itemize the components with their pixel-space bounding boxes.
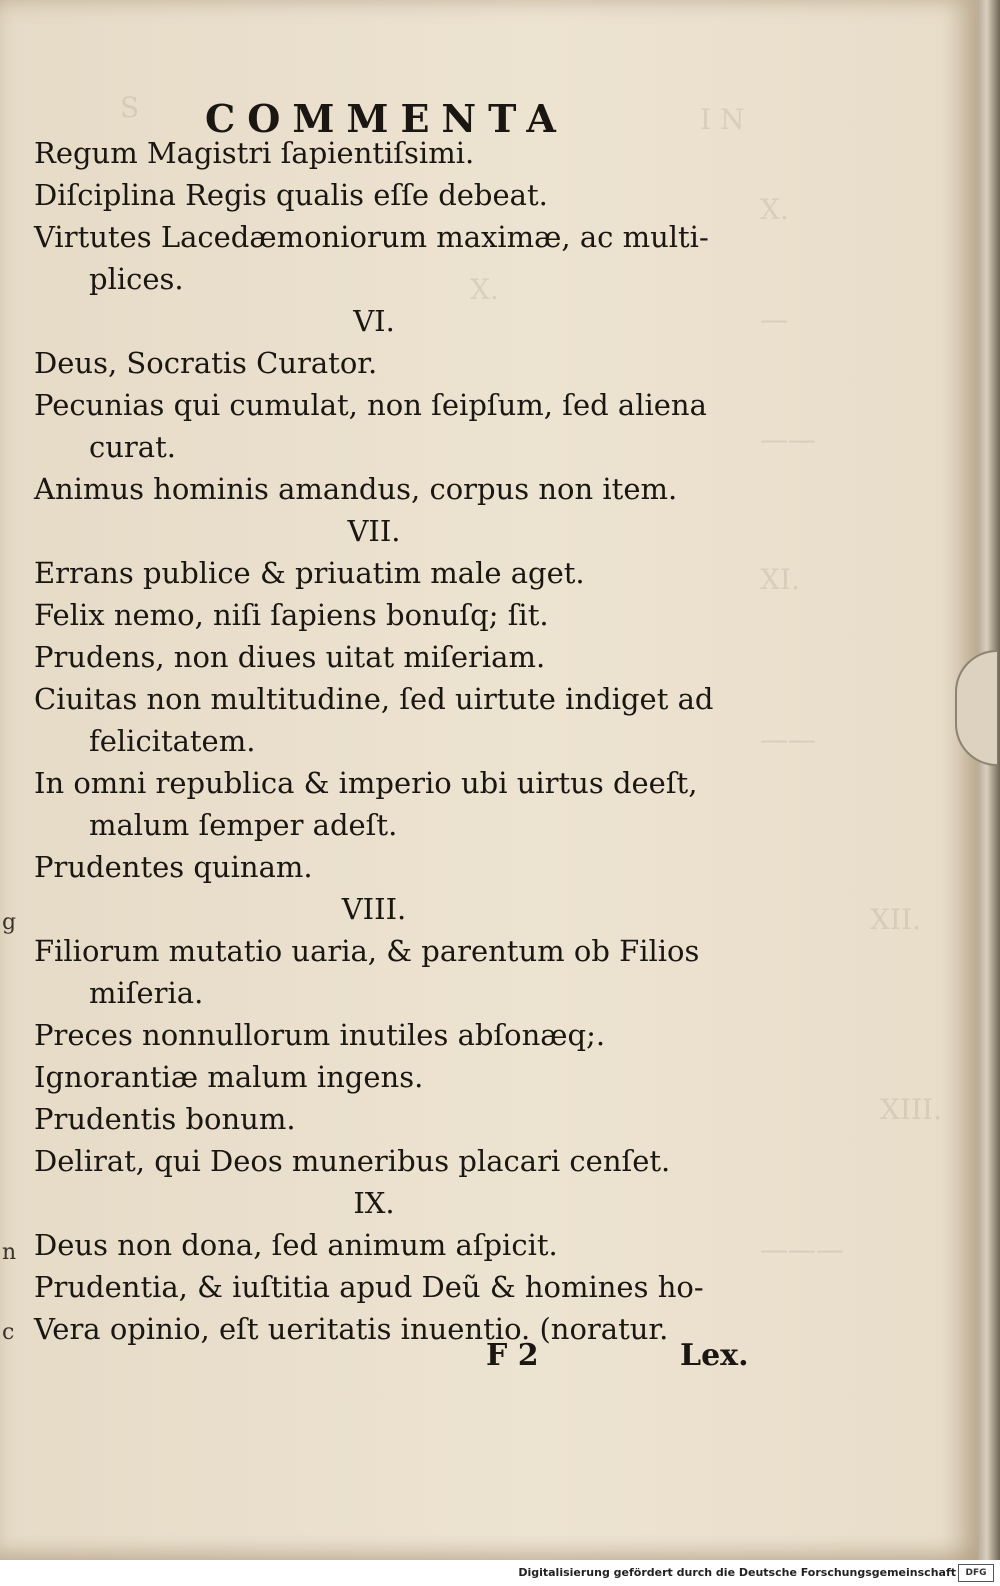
text-line: Virtutes Lacedæmoniorum maximæ, ac multi- [34, 220, 709, 254]
text-line: Prudens, non diues uitat miſeriam. [34, 640, 546, 674]
text-line: Animus hominis amandus, corpus non item. [34, 472, 678, 506]
text-line: Pecunias qui cumulat, non ſeipſum, ſed aliena [34, 388, 707, 422]
text-line: Deus non dona, ſed animum aſpicit. [34, 1228, 558, 1262]
text-line: Felix nemo, niſi ſapiens bonuſq; ſit. [34, 598, 549, 632]
section-number: IX. [353, 1186, 395, 1220]
text-line: Regum Magistri ſapientiſsimi. [34, 136, 475, 170]
page-text [34, 132, 764, 1350]
credit-text: Digitalisierung gefördert durch die Deutsche Forschungsgemeinschaft [518, 1566, 956, 1579]
section-number: VII. [347, 514, 401, 548]
running-header: COMMENTA [205, 96, 568, 141]
margin-mark: n [2, 1240, 17, 1265]
text-line: plices. [89, 262, 184, 296]
text-line: Deus, Socratis Curator. [34, 346, 378, 380]
signature-mark: F 2 [486, 1338, 539, 1373]
text-line: Preces nonnullorum inutiles abſonæq;. [34, 1018, 606, 1052]
text-line: malum ſemper adeſt. [89, 808, 398, 842]
text-line: Prudentia, & iuſtitia apud Deũ & homines ho- [34, 1270, 704, 1304]
margin-mark: c [2, 1320, 15, 1345]
text-line: Filiorum mutatio uaria, & parentum ob Filios [34, 934, 700, 968]
catchword: Lex. [680, 1338, 749, 1373]
show-through-text: S I N X. X. — —— XI. —— XII. XIII. ——— [120, 91, 943, 1266]
text-line: Diſciplina Regis qualis eſſe debeat. [34, 178, 548, 212]
page-edge [978, 0, 1000, 1560]
text-line: Prudentes quinam. [34, 850, 313, 884]
text-line: Vera opinio, eſt ueritatis inuentio. (noratur. [34, 1312, 669, 1346]
text-line: Ciuitas non multitudine, ſed uirtute indiget ad [34, 682, 714, 716]
section-number: VIII. [341, 892, 407, 926]
credit-bar [0, 1560, 1000, 1586]
text-line: Errans publice & priuatim male aget. [34, 556, 585, 590]
margin-mark: g [2, 910, 17, 935]
text-line: Delirat, qui Deos muneribus placari cenſet. [34, 1144, 671, 1178]
text-line: felicitatem. [89, 724, 256, 758]
text-line: miſeria. [89, 976, 204, 1010]
text-line: In omni republica & imperio ubi uirtus deeſt, [34, 766, 698, 800]
text-line: Ignorantiæ malum ingens. [34, 1060, 424, 1094]
text-line: Prudentis bonum. [34, 1102, 296, 1136]
dfg-logo-icon: DFG [958, 1564, 994, 1582]
section-number: VI. [353, 304, 395, 338]
text-line: curat. [89, 430, 176, 464]
